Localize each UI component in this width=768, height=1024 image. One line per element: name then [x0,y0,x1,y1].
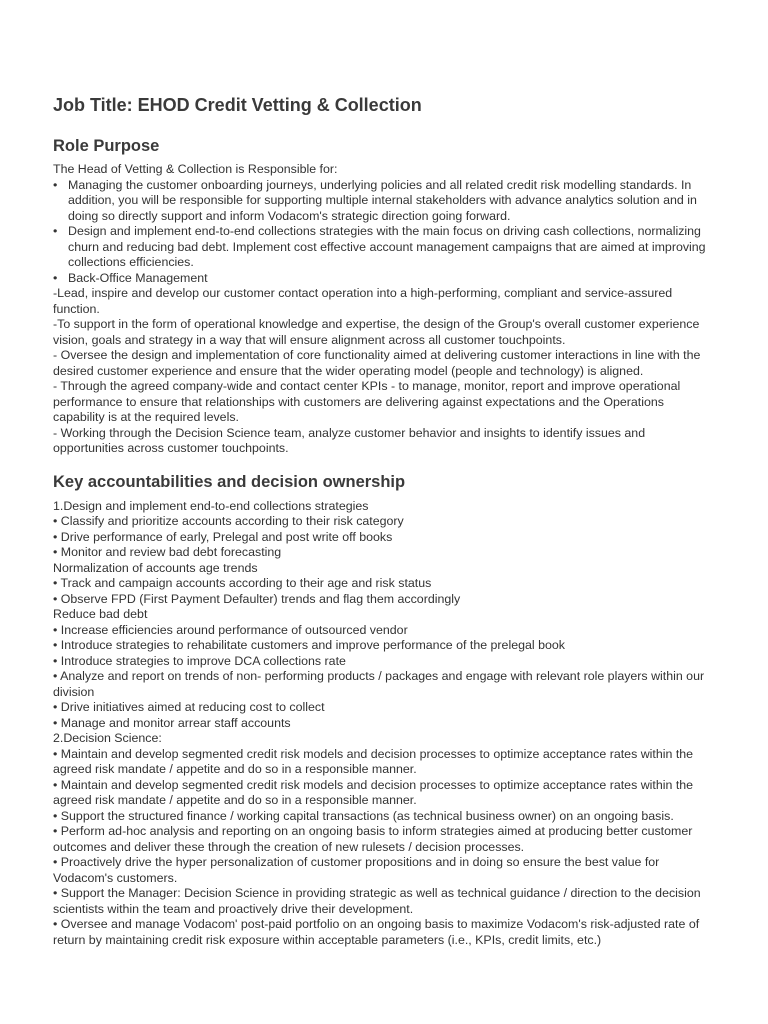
accountability-line: • Proactively drive the hyper personalization of customer propositions and in doing so ensure the best value for Vodacom's customers. [53,855,660,885]
accountability-line: • Track and campaign accounts according to their age and risk status [53,576,432,590]
role-purpose-line: - Working through the Decision Science team, analyze customer behavior and insights to identify issues and opportunities across customer touchpoints. [53,425,646,455]
accountability-line: • Support the structured finance / working capital transactions (as technical business owner) on an ongoing basis. [53,808,674,823]
accountability-line: • Support the Manager: Decision Science in providing strategic as well as technical guidance / direction to the decision scientists within the team and proactively drive their development. [53,886,701,916]
role-purpose-bullet: Design and implement end-to-end collections strategies with the main focus on driving cash collections, normalizing churn and reducing bad debt. Implement cost effective account management campaigns that are aimed at improving collections efficiencies. [68,224,706,269]
accountability-line: • Manage and monitor arrear staff accounts [53,715,291,730]
accountability-line: • Perform ad-hoc analysis and reporting on an ongoing basis to inform strategies aimed at producing better customer outcomes and deliver these through the creation of new rulesets / decision processes. [53,824,693,854]
role-purpose-heading: Role Purpose [53,137,160,155]
accountability-line: • Introduce strategies to rehabilitate customers and improve performance of the prelegal book [53,638,565,652]
accountability-line: • Classify and prioritize accounts according to their risk category [53,514,404,528]
accountability-line: • Maintain and develop segmented credit risk models and decision processes to optimize acceptance rates within the agreed risk mandate / appetite and do so in a responsible manner. [53,777,694,807]
accountability-line: Normalization of accounts age trends [53,560,258,575]
accountability-line: • Increase efficiencies around performance of outsourced vendor [53,622,408,637]
accountability-line: • Oversee and manage Vodacom' post-paid portfolio on an ongoing basis to maximize Vodacom's risk-adjusted rate of return by maintaining credit risk exposure within acceptable parameters (i.e., KPIs, credit limits, etc.) [53,917,700,947]
role-purpose-line: -Lead, inspire and develop our customer contact operation into a high-performing, compliant and service-assured function. [53,286,673,316]
accountability-line: 2.Decision Science: [53,731,162,745]
list-item [53,271,718,287]
accountability-line: • Introduce strategies to improve DCA collections rate [53,653,346,668]
accountability-line: • Analyze and report on trends of non- performing products / packages and engage with relevant role players within our division [53,669,705,699]
accountability-line: • Monitor and review bad debt forecasting [53,545,282,559]
key-accountabilities-heading: Key accountabilities and decision ownership [53,472,406,491]
accountability-line: • Drive initiatives aimed at reducing cost to collect [53,700,325,714]
role-purpose-line: - Through the agreed company-wide and contact center KPIs - to manage, monitor, report and improve operational performance to ensure that relationships with customers are delivering against expectations and the Operations capability is at the required levels. [53,379,681,424]
list-item [53,224,718,271]
role-purpose-bullet: Back-Office Management [68,270,208,285]
bullet-icon: • [53,224,58,238]
accountability-line: • Maintain and develop segmented credit risk models and decision processes to optimize acceptance rates within the agreed risk mandate / appetite and do so in a responsible manner. [53,746,694,776]
role-purpose-line: -To support in the form of operational knowledge and expertise, the design of the Group's overall customer experience vision, goals and strategy in a way that will ensure alignment across all customer touchpoints. [53,317,700,347]
role-purpose-line: - Oversee the design and implementation of core functionality aimed at delivering customer interactions in line with the desired customer experience and ensure that the wider operating model (people and technology) is aligned. [53,348,701,378]
role-purpose-bullet: Managing the customer onboarding journeys, underlying policies and all related credit risk modelling standards. In addition, you will be responsible for supporting multiple internal stakeholders with advance analytics solution and in doing so directly support and inform Vodacom's strategic direction going forward. [68,177,697,223]
accountability-line: Reduce bad debt [53,607,148,621]
list-item [53,178,718,225]
bullet-icon: • [53,177,58,192]
accountability-line: • Observe FPD (First Payment Defaulter) trends and flag them accordingly [53,591,461,606]
accountability-line: • Drive performance of early, Prelegal and post write off books [53,529,393,544]
accountability-line: 1.Design and implement end-to-end collections strategies [53,498,369,513]
job-title: Job Title: EHOD Credit Vetting & Collection [53,95,422,115]
bullet-icon: • [53,270,58,285]
role-purpose-intro: The Head of Vetting & Collection is Responsible for: [53,162,338,176]
